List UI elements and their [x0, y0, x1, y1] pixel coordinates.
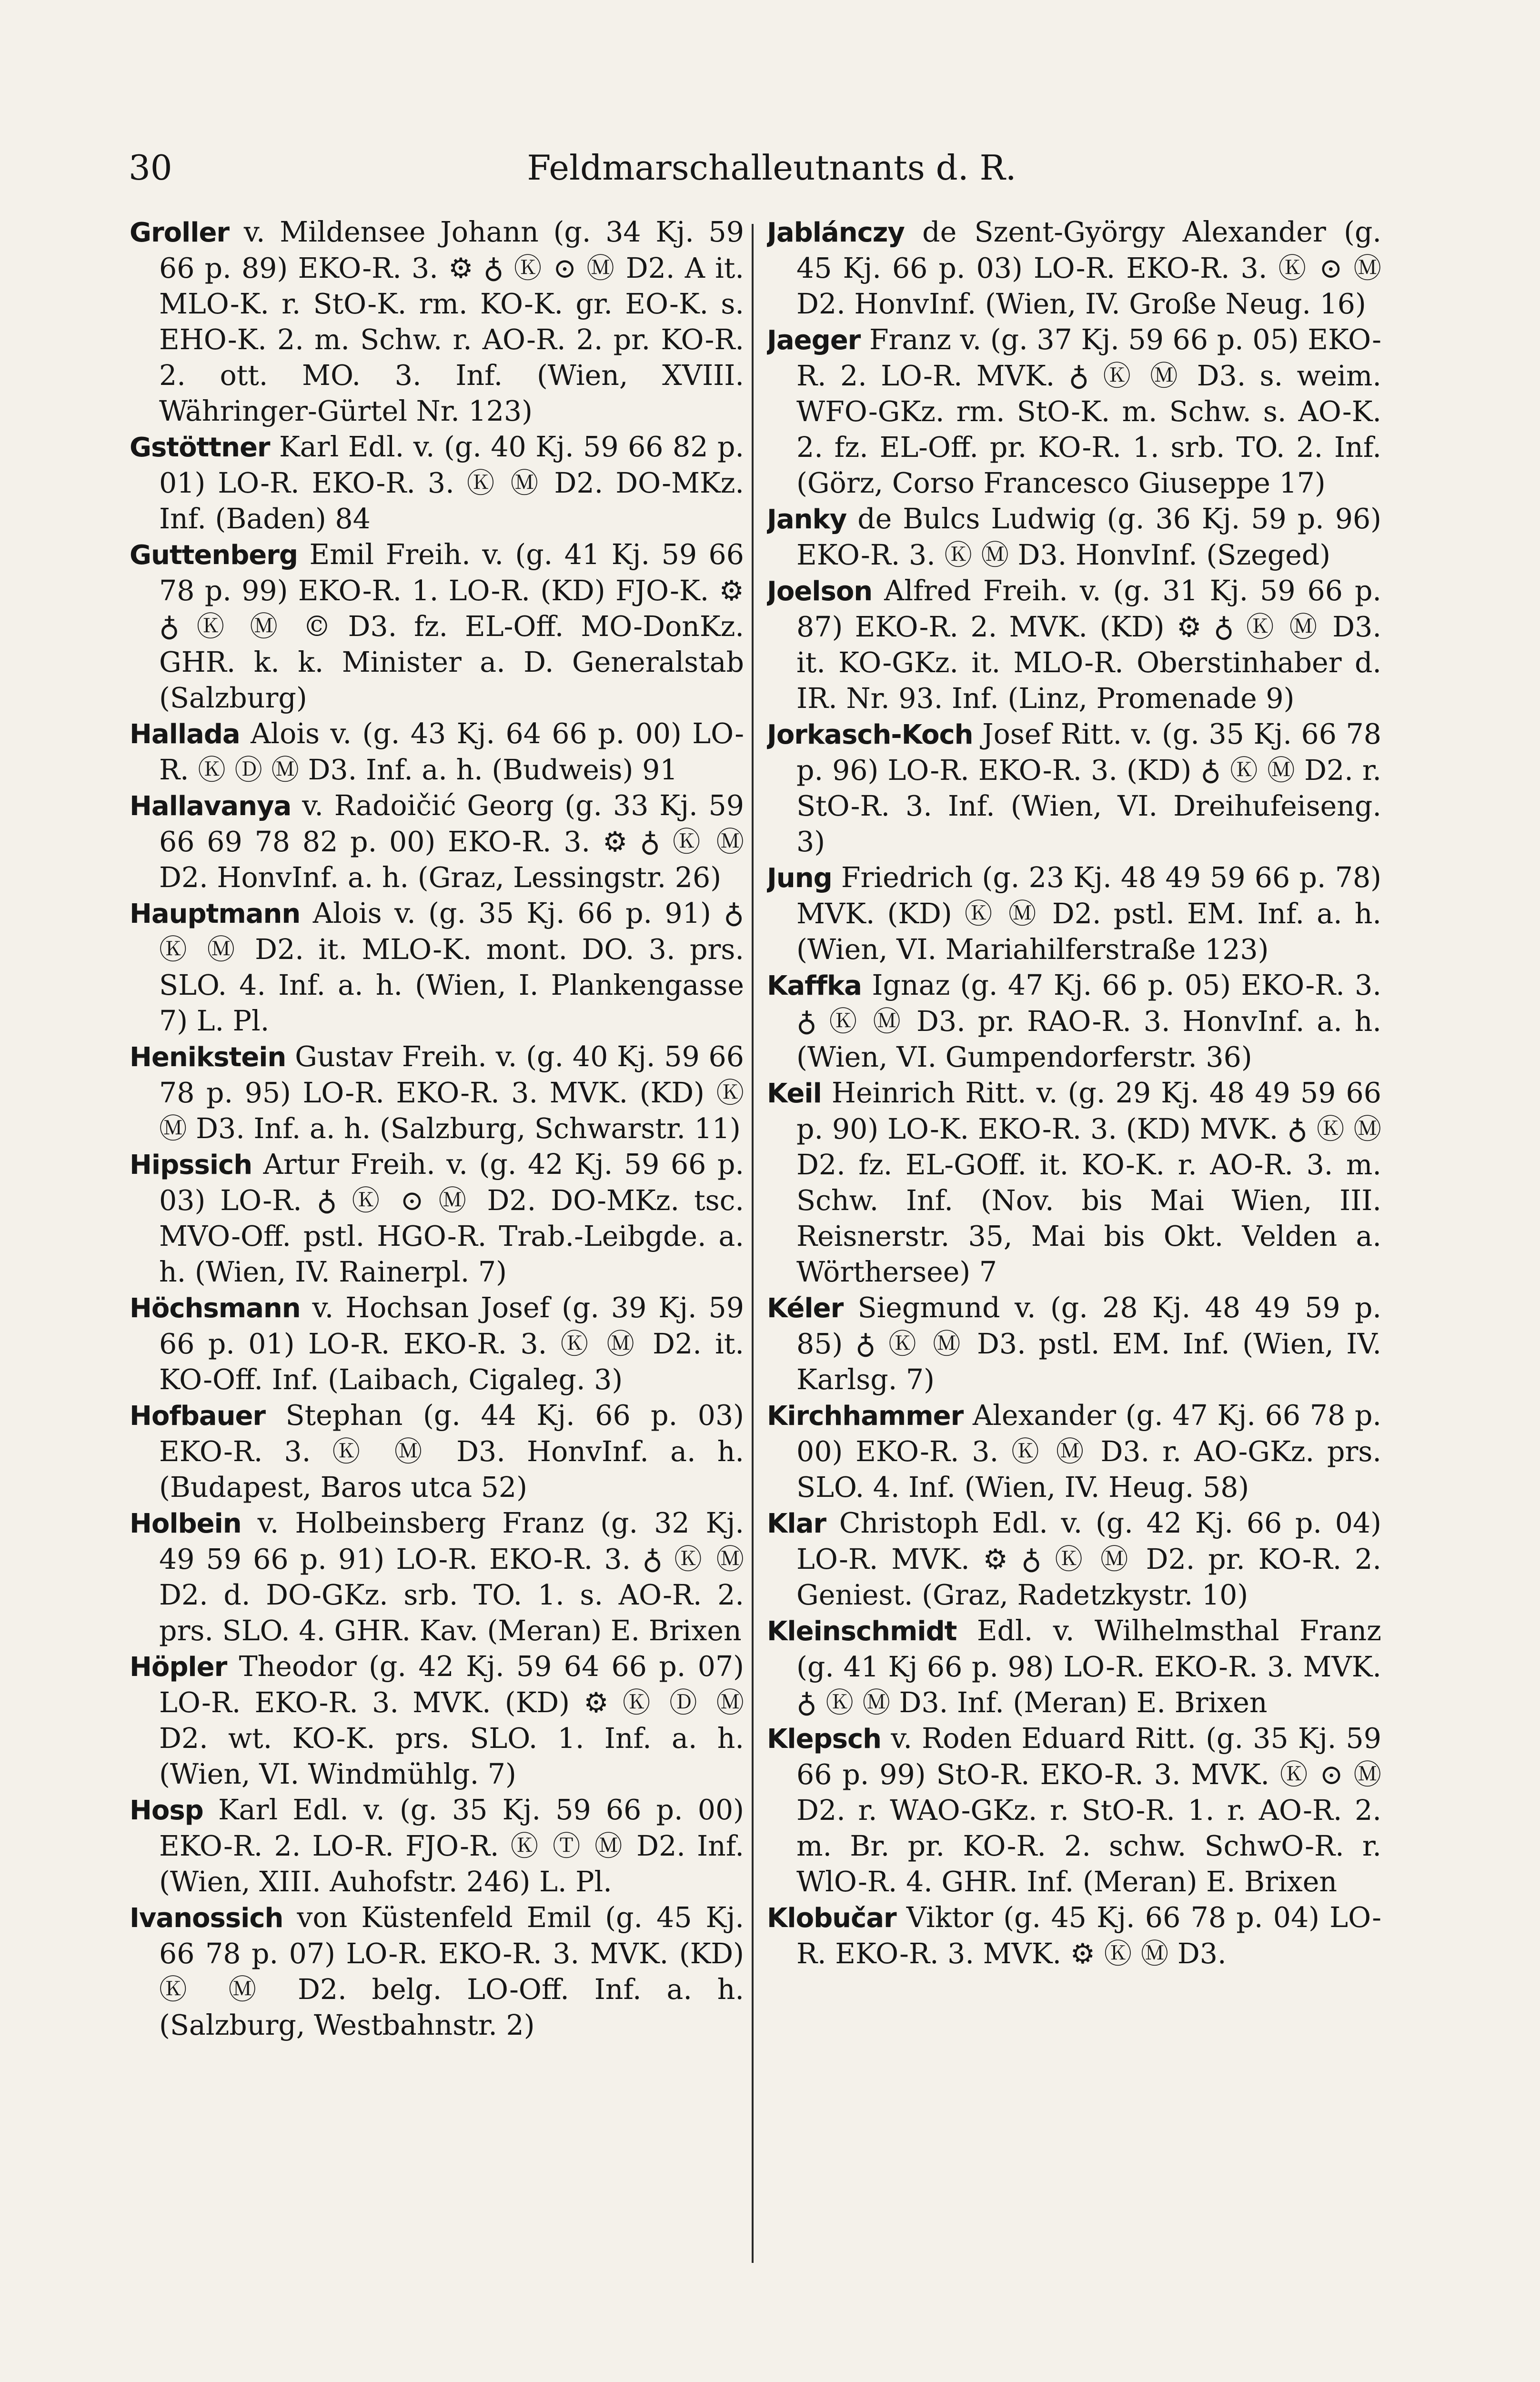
entry-details: Alois v. (g. 35 Kj. 66 p. 91) ♁ Ⓚ Ⓜ D2. it. MLO-K. mont. DO. 3. prs. SLO. 4. Inf. a. h. (Wien, I. Plankengasse 7) L. Pl. [159, 897, 744, 1037]
entry-surname: Hauptmann [130, 898, 301, 929]
page-number: 30 [129, 148, 172, 188]
directory-entry [767, 1290, 1381, 1398]
entry-surname: Holbein [130, 1508, 242, 1539]
directory-entry [767, 322, 1381, 501]
directory-entry [130, 1147, 744, 1290]
entry-details: Ignaz (g. 47 Kj. 66 p. 05) EKO-R. 3. ♁ Ⓚ Ⓜ D3. pr. RAO-R. 3. HonvInf. a. h. (Wien, VI. Gumpendorferstr. 36) [796, 969, 1381, 1073]
entry-details: Josef Ritt. v. (g. 35 Kj. 66 78 p. 96) LO-R. EKO-R. 3. (KD) ♁ Ⓚ Ⓜ D2. r. StO-R. 3. Inf. (Wien, VI. Dreihufeiseng. 3) [796, 718, 1381, 858]
directory-entry [767, 1505, 1381, 1613]
entry-details: Alois v. (g. 43 Kj. 64 66 p. 00) LO-R. Ⓚ Ⓓ Ⓜ D3. Inf. a. h. (Budweis) 91 [159, 717, 744, 786]
directory-entry [130, 429, 744, 537]
directory-entry [130, 896, 744, 1039]
entry-surname: Höchsmann [130, 1293, 301, 1324]
directory-entry [767, 1613, 1381, 1721]
right-column [767, 214, 1381, 2320]
entry-details: Edl. v. Wilhelmsthal Franz (g. 41 Kj 66 p. 98) LO-R. EKO-R. 3. MVK. ♁ Ⓚ Ⓜ D3. Inf. (Meran) E. Brixen [796, 1615, 1381, 1719]
entry-surname: Groller [130, 217, 230, 248]
directory-entry [130, 788, 744, 896]
entry-details: von Küstenfeld Emil (g. 45 Kj. 66 78 p. 07) LO-R. EKO-R. 3. MVK. (KD) Ⓚ Ⓜ D2. belg. LO-Off. Inf. a. h. (Salzburg, Westbahnstr. 2) [159, 1901, 744, 2041]
directory-entry [767, 1398, 1381, 1505]
entry-details: v. Hochsan Josef (g. 39 Kj. 59 66 p. 01) LO-R. EKO-R. 3. Ⓚ Ⓜ D2. it. KO-Off. Inf. (Laibach, Cigaleg. 3) [159, 1292, 744, 1396]
directory-entry [130, 214, 744, 429]
entry-details: Franz v. (g. 37 Kj. 59 66 p. 05) EKO-R. 2. LO-R. MVK. ♁ Ⓚ Ⓜ D3. s. weim. WFO-GKz. rm. StO-K. m. Schw. s. AO-K. 2. fz. EL-Off. pr. KO-R. 1. srb. TO. 2. Inf. (Görz, Corso Francesco Giuseppe 17) [796, 323, 1381, 499]
directory-entry [130, 1505, 744, 1649]
directory-entry [767, 1900, 1381, 1972]
entry-details: Viktor (g. 45 Kj. 66 78 p. 04) LO-R. EKO-R. 3. MVK. ⚙ Ⓚ Ⓜ D3. [796, 1901, 1381, 1970]
directory-entry [767, 1721, 1381, 1900]
entry-surname: Hallada [130, 719, 240, 750]
entry-details: Gustav Freih. v. (g. 40 Kj. 59 66 78 p. 95) LO-R. EKO-R. 3. MVK. (KD) Ⓚ Ⓜ D3. Inf. a. h. (Salzburg, Schwarstr. 11) [159, 1040, 744, 1145]
entry-surname: Keil [767, 1078, 822, 1109]
entry-details: de Szent-György Alexander (g. 45 Kj. 66 p. 03) LO-R. EKO-R. 3. Ⓚ ⊙ Ⓜ D2. HonvInf. (Wien, IV. Große Neug. 16) [796, 216, 1381, 320]
entry-details: Alfred Freih. v. (g. 31 Kj. 59 66 p. 87) EKO-R. 2. MVK. (KD) ⚙ ♁ Ⓚ Ⓜ D3. it. KO-GKz. it. MLO-R. Oberstinhaber d. IR. Nr. 93. Inf. (Linz, Promenade 9) [796, 575, 1381, 715]
entry-details: v. Mildensee Johann (g. 34 Kj. 59 66 p. 89) EKO-R. 3. ⚙ ♁ Ⓚ ⊙ Ⓜ D2. A it. MLO-K. r. StO-K. rm. KO-K. gr. EO-K. s. EHO-K. 2. m. Schw. r. AO-R. 2. pr. KO-R. 2. ott. MO. 3. Inf. (Wien, XVIII. Währinger-Gürtel Nr. 123) [159, 216, 744, 427]
entry-details: v. Holbeinsberg Franz (g. 32 Kj. 49 59 66 p. 91) LO-R. EKO-R. 3. ♁ Ⓚ Ⓜ D2. d. DO-GKz. srb. TO. 1. s. AO-R. 2. prs. SLO. 4. GHR. Kav. (Meran) E. Brixen [159, 1507, 744, 1647]
directory-entry [130, 1900, 744, 2043]
entry-surname: Guttenberg [130, 540, 298, 571]
entry-surname: Kleinschmidt [767, 1616, 957, 1647]
directory-entry [767, 1075, 1381, 1290]
entry-surname: Klar [767, 1508, 826, 1539]
column-divider [752, 224, 754, 2263]
entry-surname: Joelson [767, 576, 873, 607]
entry-details: Karl Edl. v. (g. 35 Kj. 59 66 p. 00) EKO-R. 2. LO-R. FJO-R. Ⓚ Ⓣ Ⓜ D2. Inf. (Wien, XIII. Auhofstr. 246) L. Pl. [159, 1794, 744, 1898]
entry-details: Theodor (g. 42 Kj. 59 64 66 p. 07) LO-R. EKO-R. 3. MVK. (KD) ⚙ Ⓚ Ⓓ Ⓜ D2. wt. KO-K. prs. SLO. 1. Inf. a. h. (Wien, VI. Windmühlg. 7) [159, 1650, 744, 1790]
entry-surname: Kéler [767, 1293, 844, 1324]
directory-entry [767, 717, 1381, 860]
entry-details: Friedrich (g. 23 Kj. 48 49 59 66 p. 78) MVK. (KD) Ⓚ Ⓜ D2. pstl. EM. Inf. a. h. (Wien, VI. Mariahilferstraße 123) [796, 861, 1381, 966]
entry-details: Stephan (g. 44 Kj. 66 p. 03) EKO-R. 3. Ⓚ Ⓜ D3. HonvInf. a. h. (Budapest, Baros utca 52) [159, 1399, 744, 1504]
directory-entry [130, 1649, 744, 1792]
directory-entry [767, 968, 1381, 1075]
entry-surname: Jaeger [767, 325, 861, 356]
entry-surname: Jung [767, 863, 832, 894]
directory-entry [130, 716, 744, 788]
entry-details: Christoph Edl. v. (g. 42 Kj. 66 p. 04) LO-R. MVK. ⚙ ♁ Ⓚ Ⓜ D2. pr. KO-R. 2. Geniest. (Graz, Radetzkystr. 10) [796, 1507, 1381, 1611]
directory-entry [130, 1039, 744, 1147]
directory-entry [130, 1792, 744, 1900]
directory-entry [130, 537, 744, 716]
entry-surname: Hipssich [130, 1150, 252, 1181]
left-column [130, 214, 744, 2320]
entry-surname: Kaffka [767, 970, 862, 1001]
page-header [129, 138, 1415, 200]
entry-details: Karl Edl. v. (g. 40 Kj. 59 66 82 p. 01) LO-R. EKO-R. 3. Ⓚ Ⓜ D2. DO-MKz. Inf. (Baden) 84 [159, 431, 744, 535]
entry-surname: Klobučar [767, 1903, 896, 1934]
directory-entry [767, 860, 1381, 968]
directory-entry [767, 573, 1381, 717]
entry-surname: Kirchhammer [767, 1401, 964, 1432]
entry-surname: Hosp [130, 1795, 203, 1826]
entry-surname: Klepsch [767, 1724, 882, 1755]
entry-details: Heinrich Ritt. v. (g. 29 Kj. 48 49 59 66 p. 90) LO-K. EKO-R. 3. (KD) MVK. ♁ Ⓚ Ⓜ D2. fz. EL-GOff. it. KO-K. r. AO-R. 3. m. Schw. Inf. (Nov. bis Mai Wien, III. Reisnerstr. 35, Mai bis Okt. Velden a. Wörthersee) 7 [796, 1077, 1381, 1288]
entry-details: v. Roden Eduard Ritt. (g. 35 Kj. 59 66 p. 99) StO-R. EKO-R. 3. MVK. Ⓚ ⊙ Ⓜ D2. r. WAO-GKz. r. StO-R. 1. r. AO-R. 2. m. Br. pr. KO-R. 2. schw. SchwO-R. r. WlO-R. 4. GHR. Inf. (Meran) E. Brixen [796, 1722, 1381, 1898]
directory-entry [767, 214, 1381, 322]
entry-surname: Hofbauer [130, 1401, 266, 1432]
entry-surname: Jorkasch-Koch [767, 719, 973, 750]
entry-surname: Gstöttner [130, 432, 270, 463]
running-title: Feldmarschalleutnants d. R. [527, 148, 1017, 188]
entry-surname: Höpler [130, 1652, 227, 1683]
entry-surname: Jablánczy [767, 217, 905, 248]
entry-surname: Hallavanya [130, 791, 292, 822]
directory-entry [130, 1290, 744, 1398]
entry-details: Artur Freih. v. (g. 42 Kj. 59 66 p. 03) LO-R. ♁ Ⓚ ⊙ Ⓜ D2. DO-MKz. tsc. MVO-Off. pstl. HGO-R. Trab.-Leibgde. a. h. (Wien, IV. Rainerpl. 7) [159, 1148, 744, 1288]
entry-details: Siegmund v. (g. 28 Kj. 48 49 59 p. 85) ♁ Ⓚ Ⓜ D3. pstl. EM. Inf. (Wien, IV. Karlsg. 7) [796, 1292, 1381, 1396]
entry-details: v. Radoičić Georg (g. 33 Kj. 59 66 69 78 82 p. 00) EKO-R. 3. ⚙ ♁ Ⓚ Ⓜ D2. HonvInf. a. h. (Graz, Lessingstr. 26) [159, 789, 744, 894]
directory-entry [767, 501, 1381, 573]
entry-details: Emil Freih. v. (g. 41 Kj. 59 66 78 p. 99) EKO-R. 1. LO-R. (KD) FJO-K. ⚙ ♁ Ⓚ Ⓜ © D3. fz. EL-Off. MO-DonKz. GHR. k. k. Minister a. D. Generalstab (Salzburg) [159, 538, 744, 714]
entry-surname: Ivanossich [130, 1903, 283, 1934]
entry-surname: Henikstein [130, 1042, 286, 1073]
directory-entry [130, 1398, 744, 1505]
entry-details: Alexander (g. 47 Kj. 66 78 p. 00) EKO-R. 3. Ⓚ Ⓜ D3. r. AO-GKz. prs. SLO. 4. Inf. (Wien, IV. Heug. 58) [796, 1399, 1381, 1504]
entry-details: de Bulcs Ludwig (g. 36 Kj. 59 p. 96) EKO-R. 3. Ⓚ Ⓜ D3. HonvInf. (Szeged) [796, 503, 1381, 571]
entry-surname: Janky [767, 504, 847, 535]
